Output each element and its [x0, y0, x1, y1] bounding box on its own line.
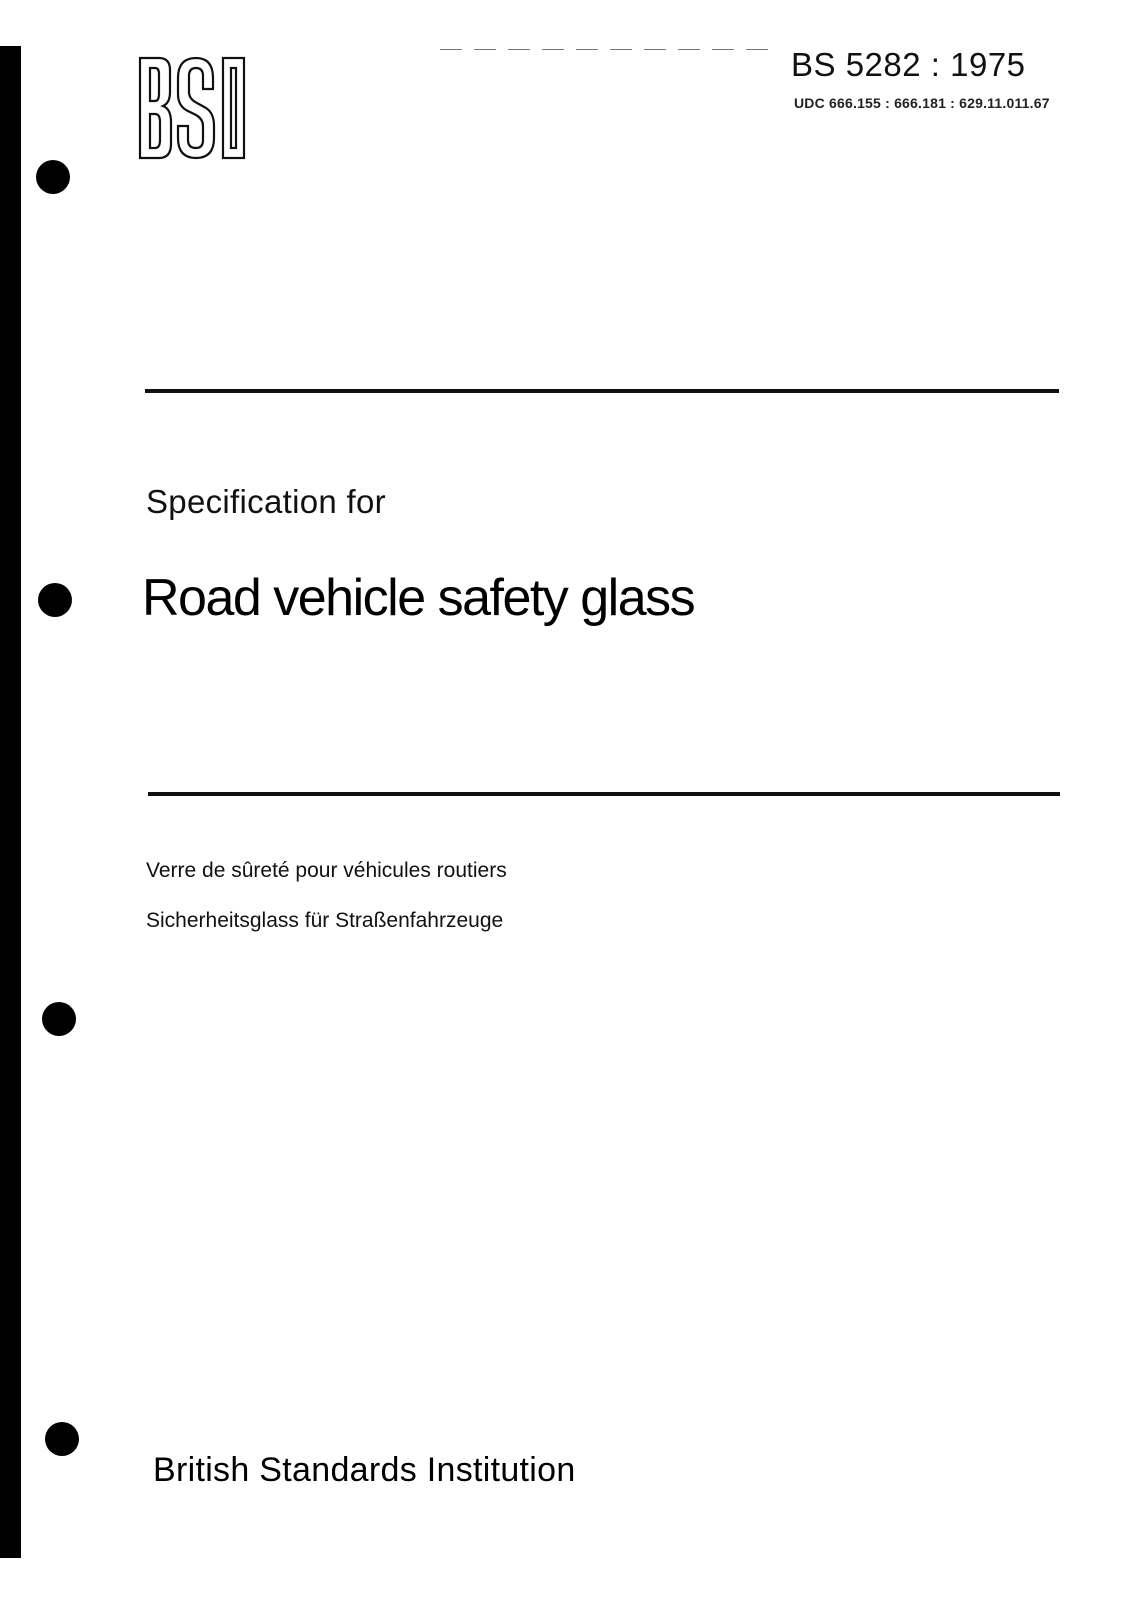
publisher-name: British Standards Institution	[153, 1451, 576, 1489]
document-subtitle: Specification for	[146, 483, 386, 520]
divider-rule	[145, 389, 1059, 393]
udc-classification: UDC 666.155 : 666.181 : 629.11.011.67	[794, 95, 1050, 111]
standard-number: BS 5282 : 1975	[791, 46, 1026, 83]
scan-artifact	[440, 49, 780, 50]
punch-hole	[45, 1422, 79, 1456]
punch-hole	[36, 160, 70, 194]
punch-hole	[38, 583, 72, 617]
bsi-logo	[137, 56, 249, 160]
scan-left-edge	[0, 46, 21, 1558]
german-title: Sicherheitsglass für Straßenfahrzeuge	[146, 909, 504, 932]
divider-rule	[148, 792, 1060, 796]
document-title: Road vehicle safety glass	[142, 569, 695, 627]
french-title: Verre de sûreté pour véhicules routiers	[146, 859, 507, 882]
punch-hole	[42, 1002, 76, 1036]
